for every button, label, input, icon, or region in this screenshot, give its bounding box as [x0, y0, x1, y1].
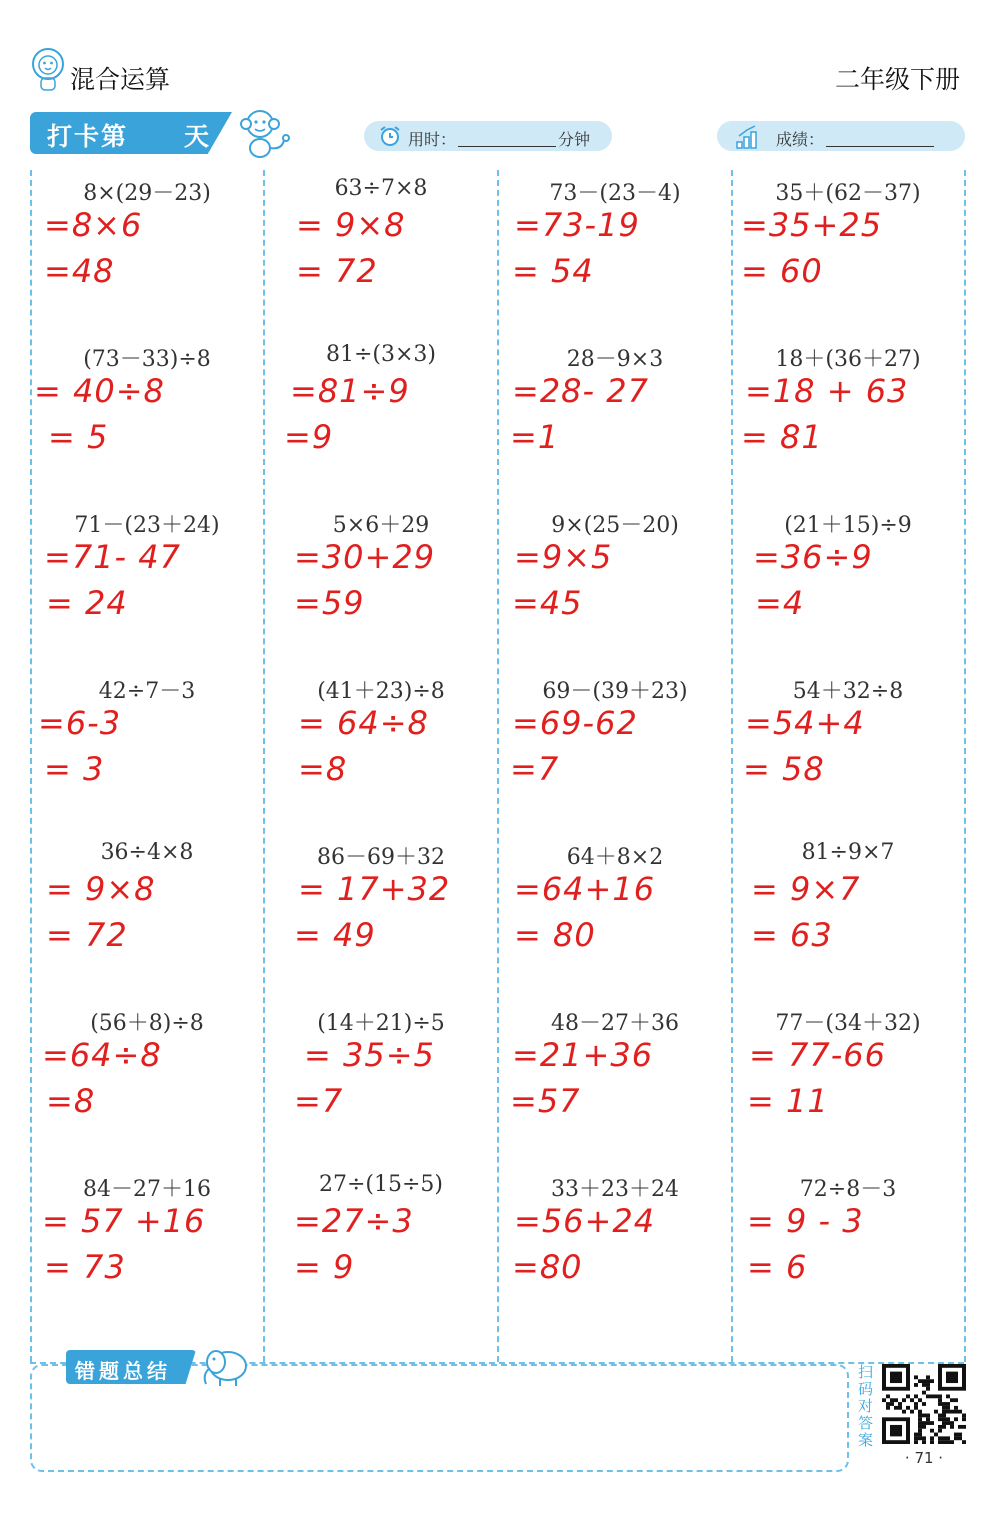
score-blank[interactable]: [826, 146, 934, 147]
handwritten-step-1: =27÷3: [294, 1202, 414, 1240]
handwritten-step-1: =56+24: [514, 1202, 656, 1240]
handwritten-step-1: =69-62: [512, 704, 638, 742]
day-checkin-label: 打卡第: [47, 122, 129, 151]
handwritten-step-1: =21+36: [512, 1036, 654, 1074]
problem-expression: 73－(23－4): [549, 181, 681, 206]
problem-expression: 48－27＋36: [551, 1011, 679, 1036]
handwritten-step-1: =81÷9: [290, 372, 410, 410]
handwritten-answer: =48: [44, 252, 115, 290]
handwritten-step-1: = 77-66: [749, 1036, 886, 1074]
problem-expression: 81÷9×7: [801, 840, 895, 865]
scan-qr-label: 扫码对答案: [858, 1363, 874, 1449]
handwritten-answer: = 54: [512, 252, 594, 290]
alarm-clock-icon: [378, 124, 402, 148]
handwritten-answer: = 5: [48, 418, 109, 456]
handwritten-answer: = 49: [294, 916, 376, 954]
handwritten-answer: = 80: [514, 916, 596, 954]
handwritten-step-1: =6-3: [38, 704, 122, 742]
elephant-mascot-icon: [198, 1344, 254, 1388]
bar-chart-icon: [735, 124, 761, 150]
handwritten-step-1: =28- 27: [512, 372, 649, 410]
problem-expression: 69－(39＋23): [542, 679, 688, 704]
problem-expression: (21＋15)÷9: [784, 513, 912, 538]
problem-expression: (41＋23)÷8: [317, 679, 445, 704]
handwritten-step-1: =64÷8: [42, 1036, 162, 1074]
handwritten-step-1: = 64÷8: [298, 704, 429, 742]
page-number: · 71 ·: [904, 1449, 944, 1467]
handwritten-step-1: = 9×8: [46, 870, 156, 908]
handwritten-step-1: =64+16: [514, 870, 656, 908]
handwritten-answer: = 6: [747, 1248, 808, 1286]
problem-expression: 35＋(62－37): [775, 181, 921, 206]
day-checkin-unit: 天: [184, 122, 210, 151]
problem-expression: 36÷4×8: [100, 840, 194, 865]
handwritten-step-1: = 9×7: [751, 870, 861, 908]
handwritten-step-1: = 40÷8: [34, 372, 165, 410]
page-title: 混合运算: [70, 65, 171, 94]
handwritten-step-1: =9×5: [514, 538, 613, 576]
handwritten-answer: = 72: [46, 916, 128, 954]
problem-expression: 8×(29－23): [83, 181, 211, 206]
problem-expression: 18＋(36＋27): [775, 347, 921, 372]
handwritten-step-1: =18 + 63: [745, 372, 909, 410]
handwritten-answer: =9: [284, 418, 334, 456]
handwritten-answer: =80: [512, 1248, 583, 1286]
handwritten-step-1: = 17+32: [298, 870, 451, 908]
problem-expression: (56＋8)÷8: [90, 1011, 204, 1036]
problem-expression: 28－9×3: [566, 347, 664, 372]
problem-expression: 86－69＋32: [317, 845, 445, 870]
time-unit: 分钟: [558, 130, 591, 149]
handwritten-answer: = 72: [296, 252, 378, 290]
handwritten-step-1: =8×6: [44, 206, 143, 244]
problem-expression: 71－(23＋24): [74, 513, 220, 538]
handwritten-answer: = 24: [46, 584, 128, 622]
handwritten-step-1: = 9×8: [296, 206, 406, 244]
handwritten-answer: = 63: [751, 916, 833, 954]
problem-expression: 42÷7－3: [98, 679, 196, 704]
problem-expression: 54＋32÷8: [792, 679, 904, 704]
problem-expression: 81÷(3×3): [325, 342, 437, 367]
problem-expression: 5×6＋29: [332, 513, 430, 538]
problem-expression: 77－(34＋32): [775, 1011, 921, 1036]
handwritten-step-1: =30+29: [294, 538, 436, 576]
lion-mascot-icon: [30, 46, 66, 92]
problem-expression: (14＋21)÷5: [317, 1011, 445, 1036]
handwritten-answer: =8: [46, 1082, 96, 1120]
handwritten-step-1: = 9 - 3: [747, 1202, 864, 1240]
handwritten-answer: = 58: [743, 750, 825, 788]
problem-expression: 33＋23＋24: [551, 1177, 679, 1202]
problem-expression: 63÷7×8: [334, 176, 428, 201]
time-label: 用时：: [408, 130, 457, 149]
problem-expression: 27÷(15÷5): [318, 1172, 444, 1197]
handwritten-step-1: = 35÷5: [304, 1036, 435, 1074]
handwritten-answer: =57: [510, 1082, 581, 1120]
handwritten-step-1: =71- 47: [44, 538, 181, 576]
handwritten-answer: = 9: [294, 1248, 355, 1286]
handwritten-step-1: =73-19: [514, 206, 640, 244]
handwritten-step-1: =36÷9: [753, 538, 873, 576]
handwritten-answer: = 60: [741, 252, 823, 290]
handwritten-answer: = 73: [44, 1248, 126, 1286]
problem-expression: 72÷8－3: [799, 1177, 897, 1202]
time-blank[interactable]: [458, 146, 556, 147]
handwritten-answer: =8: [298, 750, 348, 788]
handwritten-answer: = 3: [44, 750, 105, 788]
handwritten-answer: = 11: [747, 1082, 829, 1120]
handwritten-answer: =45: [512, 584, 583, 622]
problem-expression: (73－33)÷8: [83, 347, 211, 372]
handwritten-step-1: = 57 +16: [42, 1202, 206, 1240]
handwritten-answer: =1: [510, 418, 560, 456]
qr-code-icon[interactable]: [882, 1364, 966, 1444]
problem-expression: 9×(25－20): [551, 513, 679, 538]
handwritten-answer: =7: [510, 750, 560, 788]
handwritten-answer: = 81: [741, 418, 823, 456]
grade-label: 二年级下册: [834, 65, 960, 94]
handwritten-answer: =4: [755, 584, 805, 622]
handwritten-answer: =7: [294, 1082, 344, 1120]
problem-expression: 84－27＋16: [83, 1177, 211, 1202]
handwritten-answer: =59: [294, 584, 365, 622]
problem-expression: 64＋8×2: [566, 845, 664, 870]
mistakes-summary-label: 错题总结: [75, 1359, 171, 1383]
handwritten-step-1: =35+25: [741, 206, 883, 244]
score-label: 成绩：: [776, 130, 825, 149]
monkey-mascot-icon: [234, 104, 292, 160]
handwritten-step-1: =54+4: [745, 704, 865, 742]
